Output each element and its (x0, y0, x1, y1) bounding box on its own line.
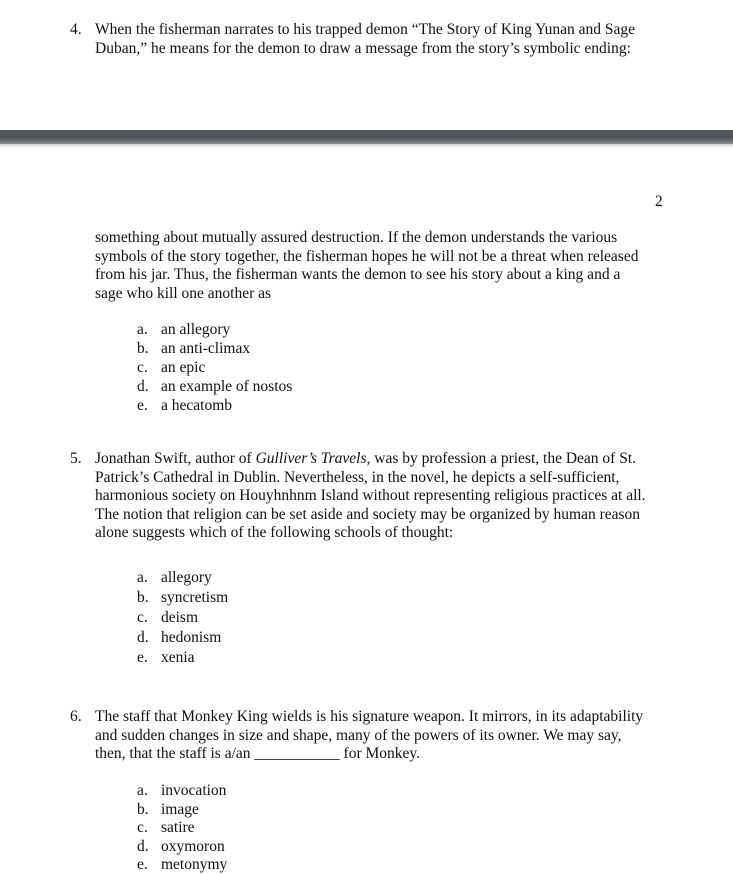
option-label: image (161, 800, 199, 818)
question-5-stem (0, 450, 733, 550)
question-line: something about mutually assured destruction. If the demon understands the various (95, 229, 618, 246)
option-label: a hecatomb (161, 397, 233, 414)
option-letter: d. (137, 629, 149, 646)
question-text (95, 450, 675, 543)
option-letter: b. (137, 589, 149, 606)
option-label: hedonism (161, 629, 222, 646)
option-letter: e. (137, 649, 148, 666)
option-letter: d. (137, 378, 149, 395)
question-line: harmonious society on Houyhnhnm Island without representing religious practices at all. (95, 487, 646, 505)
question-number: 4. (70, 21, 82, 38)
question-line: The notion that religion can be set aside and society may be organized by human reason (95, 505, 641, 523)
question-line: alone suggests which of the following schools of thought: (95, 524, 454, 542)
question-number: 6. (70, 708, 82, 725)
question-line: from his jar. Thus, the fisherman wants the demon to see his story about a king and a (95, 266, 621, 284)
question-line: When the fisherman narrates to his trapped demon “The Story of King Yunan and Sage (95, 21, 636, 38)
option-label: an epic (161, 359, 206, 376)
question-line: sage who kill one another as (95, 284, 272, 302)
option-label: an anti-climax (161, 340, 251, 357)
question-4-stem-top (0, 21, 733, 61)
question-line: then, that the staff is a/an ___________ for Monkey. (95, 745, 421, 763)
option-label: satire (161, 819, 195, 836)
question-text (95, 21, 675, 58)
option-label: an allegory (161, 321, 231, 338)
text-run: , was by profession a priest, the Dean of St. (366, 450, 637, 467)
option-letter: a. (137, 569, 148, 586)
option-label: an example of nostos (161, 378, 293, 395)
option-label: syncretism (161, 589, 229, 606)
option-label: allegory (161, 569, 212, 586)
page-break-divider (0, 130, 733, 144)
question-line: and sudden changes in size and shape, many of the powers of its owner. We may say, (95, 726, 622, 744)
option-letter: e. (137, 397, 148, 414)
question-line: The staff that Monkey King wields is his signature weapon. It mirrors, in its adaptability (95, 708, 644, 725)
option-label: deism (161, 609, 199, 626)
option-letter: b. (137, 340, 149, 357)
option-label: invocation (161, 782, 227, 799)
text-run: Jonathan Swift, author of (95, 450, 256, 467)
option-letter: d. (137, 837, 149, 855)
question-line: Patrick’s Cathedral in Dublin. Nevertheless, in the novel, he depicts a self-sufficient, (95, 468, 620, 486)
option-letter: e. (137, 856, 148, 873)
page-one-bottom (0, 0, 733, 130)
option-letter: a. (137, 321, 148, 338)
option-label: metonymy (161, 856, 228, 873)
question-number: 5. (70, 450, 82, 467)
question-text (95, 708, 675, 764)
page-number: 2 (655, 193, 663, 210)
question-text (95, 229, 675, 303)
option-letter: c. (137, 359, 148, 376)
question-line: Duban,” he means for the demon to draw a message from the story’s symbolic ending: (95, 39, 631, 57)
option-letter: c. (137, 819, 148, 836)
option-label: xenia (161, 649, 195, 666)
option-letter: a. (137, 782, 148, 799)
question-4-stem-continued (0, 229, 733, 309)
question-line (95, 450, 675, 469)
option-letter: c. (137, 609, 148, 626)
question-line: symbols of the story together, the fisherman hopes he will not be a threat when released (95, 247, 639, 265)
question-6-stem (0, 708, 733, 768)
option-letter: b. (137, 800, 149, 818)
option-label: oxymoron (161, 837, 225, 855)
book-title: Gulliver’s Travels (255, 450, 367, 467)
